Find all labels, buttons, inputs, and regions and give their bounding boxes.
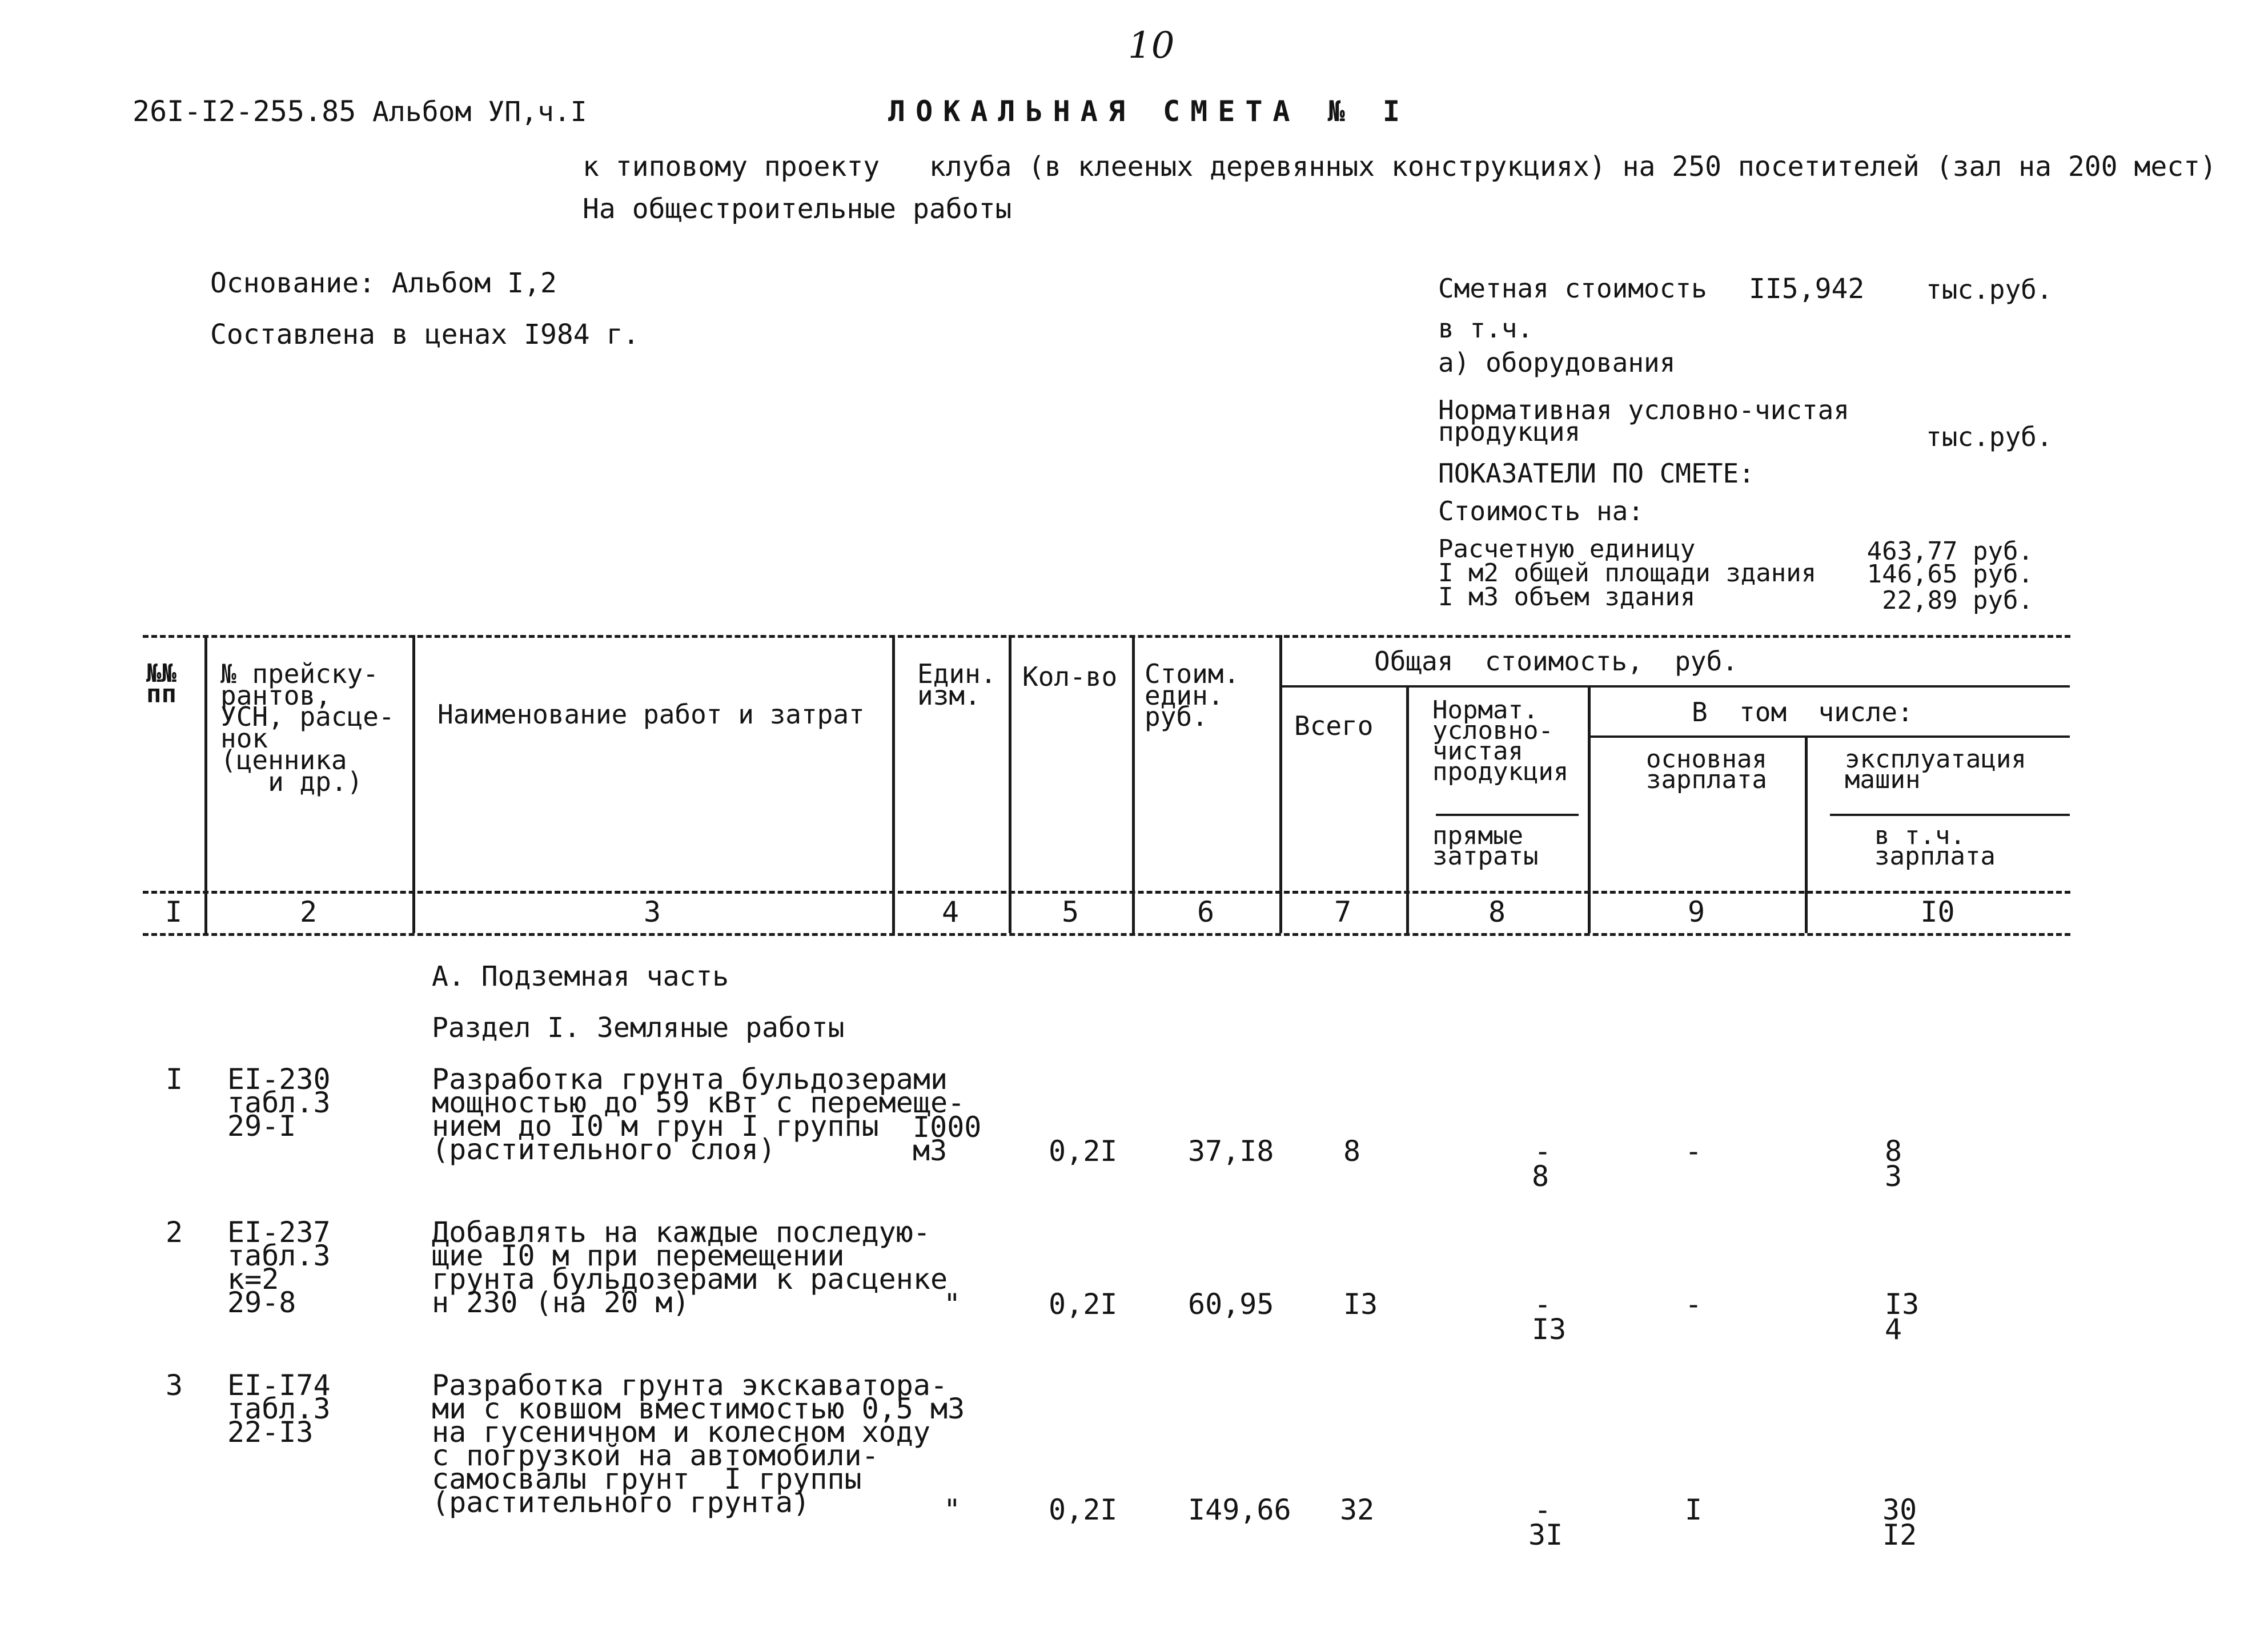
cost-on-label: Стоимость на: bbox=[1438, 496, 1644, 526]
header-unit: Един. изм. bbox=[917, 658, 997, 711]
header-total-group: Общая стоимость, руб. bbox=[1374, 646, 1738, 677]
page-number: 10 bbox=[1128, 25, 1175, 67]
indicator-label: I м3 объем здания bbox=[1438, 582, 1696, 612]
row-machine-salary: I2 bbox=[1882, 1518, 1917, 1551]
column-divider bbox=[892, 635, 895, 933]
document-title: ЛОКАЛЬНАЯ СМЕТА № I bbox=[888, 95, 1410, 128]
incl-group-rule bbox=[1590, 735, 2070, 738]
album-ref: Альбом УП,ч.I bbox=[372, 96, 587, 128]
row-unit-cost: I49,66 bbox=[1188, 1493, 1291, 1526]
column-divider bbox=[1279, 635, 1282, 933]
document-subtitle: к типовому проекту клуба (в клееных деревянных конструкциях) на 250 посетителей (зал на 200 мест) bbox=[583, 151, 2217, 183]
row-unit-cost: 37,I8 bbox=[1188, 1135, 1274, 1168]
norm-product-label: Нормативная условно-чистая продукция bbox=[1438, 395, 1850, 447]
doc-code: 26I-I2-255.85 bbox=[133, 95, 356, 128]
row-machine-salary: 3 bbox=[1885, 1160, 1902, 1193]
row-unit: " bbox=[944, 1288, 961, 1321]
header-incl-group: В том числе: bbox=[1692, 697, 1913, 727]
column-number: 3 bbox=[643, 895, 661, 929]
estimate-cost-label: Сметная стоимость bbox=[1438, 273, 1707, 304]
row-machine-salary: 4 bbox=[1885, 1313, 1902, 1346]
header-bottom-rule bbox=[143, 891, 2070, 894]
header-direct-costs: прямые затраты bbox=[1432, 821, 1539, 871]
indicators-title: ПОКАЗАТЕЛИ ПО СМЕТЕ: bbox=[1438, 458, 1755, 489]
norm-sub-rule bbox=[1436, 814, 1579, 816]
column-number: 2 bbox=[299, 895, 318, 929]
row-norm-product: - bbox=[1534, 1493, 1552, 1526]
header-row-number: №№ пп bbox=[146, 659, 176, 709]
row-quantity: 0,2I bbox=[1049, 1493, 1118, 1526]
row-total: 32 bbox=[1340, 1493, 1375, 1526]
basis-line: Основание: Альбом I,2 bbox=[210, 267, 557, 299]
row-quantity: 0,2I bbox=[1049, 1135, 1118, 1168]
row-total: I3 bbox=[1343, 1288, 1378, 1321]
column-number: 6 bbox=[1197, 895, 1215, 929]
row-norm-product: - bbox=[1534, 1135, 1552, 1168]
row-work-name: Добавлять на каждые последую- щие I0 м при перемещении грунта бульдозерами к расценке н 230 (на 20 м) bbox=[432, 1216, 948, 1319]
indicator-value: 22,89 руб. bbox=[1882, 586, 2033, 615]
row-norm-product: - bbox=[1534, 1288, 1552, 1321]
row-work-name: Разработка грунта бульдозерами мощностью до 59 кВт с перемеще- нием до I0 м грун I группы (растительного слоя) bbox=[432, 1063, 965, 1166]
column-number-rule bbox=[143, 933, 2070, 936]
row-direct-costs: 3I bbox=[1528, 1518, 1563, 1551]
indicator-label: Расчетную единицу bbox=[1438, 534, 1696, 564]
row-machine-operation: 30 bbox=[1882, 1493, 1917, 1526]
row-price-reference: EI-237 табл.3 к=2 29-8 bbox=[227, 1216, 331, 1319]
header-quantity: Кол-во bbox=[1022, 661, 1118, 692]
column-number: I bbox=[164, 895, 183, 929]
column-number: 8 bbox=[1488, 895, 1506, 929]
header-work-name: Наименование работ и затрат bbox=[437, 699, 865, 730]
row-machine-operation: I3 bbox=[1885, 1288, 1920, 1321]
row-direct-costs: I3 bbox=[1532, 1313, 1567, 1346]
estimate-cost-value: II5,942 bbox=[1749, 273, 1865, 305]
prices-year: Составлена в ценах I984 г. bbox=[210, 319, 640, 351]
row-price-reference: EI-230 табл.3 29-I bbox=[227, 1063, 331, 1143]
column-divider bbox=[412, 635, 415, 933]
column-divider bbox=[1406, 685, 1409, 933]
total-group-rule bbox=[1282, 685, 2070, 688]
estimate-cost-unit: тыс.руб. bbox=[1926, 274, 2053, 305]
row-quantity: 0,2I bbox=[1049, 1288, 1118, 1321]
including-label: в т.ч. bbox=[1438, 313, 1534, 344]
row-base-salary: I bbox=[1685, 1493, 1703, 1526]
header-base-salary: основная зарплата bbox=[1646, 745, 1767, 795]
indicator-label: I м2 общей площади здания bbox=[1438, 558, 1817, 588]
row-unit: I000 м3 bbox=[913, 1111, 982, 1167]
row-number: 3 bbox=[166, 1369, 183, 1402]
row-unit-cost: 60,95 bbox=[1188, 1288, 1274, 1321]
row-direct-costs: 8 bbox=[1532, 1160, 1550, 1193]
indicator-value: 146,65 руб. bbox=[1866, 560, 2033, 589]
row-base-salary: - bbox=[1685, 1135, 1703, 1168]
machines-sub-rule bbox=[1830, 814, 2070, 816]
column-divider bbox=[1588, 685, 1591, 933]
column-number: 9 bbox=[1687, 895, 1705, 929]
equipment-label: а) оборудования bbox=[1438, 347, 1676, 378]
column-divider bbox=[1009, 635, 1011, 933]
part-title: А. Подземная часть bbox=[432, 960, 729, 992]
row-number: 2 bbox=[166, 1216, 183, 1249]
column-number: 4 bbox=[941, 895, 960, 929]
section-title: Раздел I. Земляные работы bbox=[432, 1012, 845, 1044]
row-work-name: Разработка грунта экскаватора- ми с ковшом вместимостью 0,5 м3 на гусеничном и колесном ходу с погрузкой на автомобили- самосвалы грунт I группы (растительного грунта) bbox=[432, 1369, 965, 1519]
table-top-rule bbox=[143, 635, 2070, 638]
work-type: На общестроительные работы bbox=[583, 193, 1012, 225]
norm-product-unit: тыс.руб. bbox=[1926, 421, 2053, 452]
header-machine-operation: эксплуатация машин bbox=[1845, 745, 2026, 795]
row-machine-operation: 8 bbox=[1885, 1135, 1902, 1168]
indicator-value: 463,77 руб. bbox=[1866, 537, 2033, 566]
row-base-salary: - bbox=[1685, 1288, 1703, 1321]
header-unit-cost: Стоим. един. руб. bbox=[1145, 658, 1240, 733]
row-unit: " bbox=[944, 1493, 961, 1526]
row-total: 8 bbox=[1343, 1135, 1361, 1168]
column-number: I0 bbox=[1920, 895, 1955, 929]
header-price-reference: № прейску- рантов, УСН, расце- нок (ценника и др.) bbox=[220, 658, 395, 797]
column-divider bbox=[1132, 635, 1135, 933]
column-divider bbox=[204, 635, 207, 933]
header-total: Всего bbox=[1294, 710, 1374, 741]
header-norm-product: Нормат. условно- чистая продукция bbox=[1432, 696, 1569, 787]
row-price-reference: EI-I74 табл.3 22-I3 bbox=[227, 1369, 331, 1449]
column-number: 7 bbox=[1334, 895, 1352, 929]
column-number: 5 bbox=[1061, 895, 1079, 929]
row-number: I bbox=[166, 1063, 183, 1096]
header-machine-salary: в т.ч. зарплата bbox=[1874, 821, 1996, 871]
